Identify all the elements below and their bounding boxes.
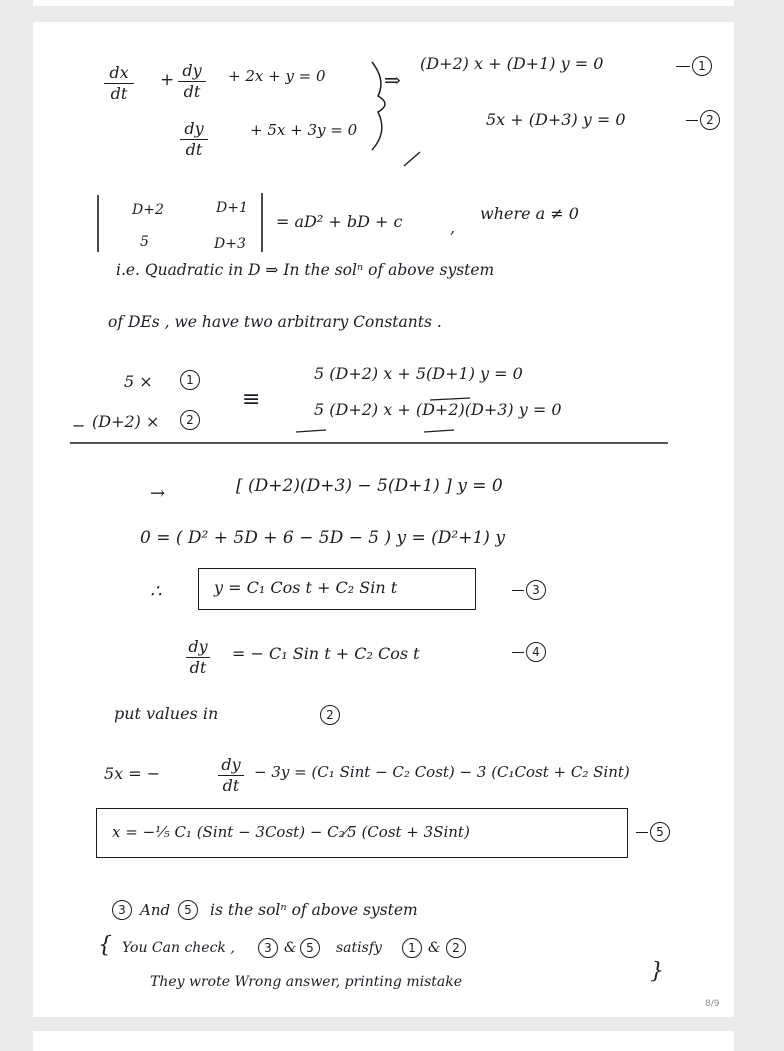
determinant-a11: D+2 [132,202,164,218]
equation-tag-3: 3 [112,900,132,920]
put-values-text: put values in [114,704,219,723]
minus-sign: − [72,416,86,435]
determinant-expansion: = aD² + bD + c [276,212,403,231]
equation-1-rest: + 2x + y = 0 [228,67,326,85]
cancel-mark [296,430,326,432]
tag-dash [512,652,524,653]
fraction-numerator: dy [188,637,208,656]
equation-tag-1: 1 [402,938,422,958]
remark-line-2: of DEs , we have two arbitrary Constants . [108,313,442,331]
remark-line-1: i.e. Quadratic in D ⇒ In the solⁿ of above system [116,261,495,279]
equation-tag-2: 2 [700,110,720,130]
fraction-dy-dt [186,638,210,677]
equation-tag-2: 2 [446,938,466,958]
fraction-denominator: dt [183,82,201,101]
eliminated-equation-2: 5 (D+2) x + (D+2)(D+3) y = 0 [314,400,562,419]
where-condition: where a ≠ 0 [480,204,579,223]
determinant-a12: D+1 [216,200,248,216]
equation-tag-5: 5 [650,822,670,842]
fraction-denominator: dt [222,776,240,795]
slash-mark [404,152,420,166]
operator-equation-2: 5x + (D+3) y = 0 [486,110,626,129]
eliminated-equation-1: 5 (D+2) x + 5(D+1) y = 0 [314,364,523,383]
determinant-a22: D+3 [214,236,246,252]
fraction-dy-dt [218,756,244,795]
five-x-equals: 5x = − [104,764,161,783]
fraction-numerator: dy [184,119,204,138]
fraction-numerator: dx [109,63,129,82]
determinant-a21: 5 [140,234,149,250]
equation-tag-1: 1 [692,56,712,76]
conclusion-satisfy: satisfy [336,940,382,956]
open-brace: { [98,933,112,958]
tag-dash [676,66,690,67]
five-x-expression: − 3y = (C₁ Sint − C₂ Cost) − 3 (C₁Cost + C₂ Sint) [254,763,630,781]
operator-equation-1: (D+2) x + (D+1) y = 0 [420,54,604,73]
equation-tag-3: 3 [258,938,278,958]
equation-tag-2: 2 [180,410,200,430]
therefore-sign: ∴ [150,581,162,602]
multiplier-2: (D+2) × [92,412,160,431]
equation-tag-5: 5 [300,938,320,958]
equation-2-rest: + 5x + 3y = 0 [250,121,358,139]
plus-sign: + [160,70,175,90]
comma: , [450,218,456,237]
tag-dash [686,120,698,121]
tag-dash [512,590,524,591]
equivalence-sign: ≡ [242,387,261,412]
cancel-mark [424,430,454,432]
combined-equation: [ (D+2)(D+3) − 5(D+1) ] y = 0 [236,476,503,496]
equation-tag-3: 3 [526,580,546,600]
fraction-denominator: dt [110,84,128,103]
fraction-numerator: dy [221,755,241,774]
ampersand: & [284,940,297,956]
equation-tag-1: 1 [180,370,200,390]
y-solution: y = C₁ Cos t + C₂ Sin t [214,578,398,597]
close-brace: } [650,959,664,984]
equation-tag-4: 4 [526,642,546,662]
conclusion-line-1: is the solⁿ of above system [210,901,418,919]
derivative-solution: = − C₁ Sin t + C₂ Cos t [232,644,420,663]
equation-tag-5: 5 [178,900,198,920]
equation-tag-2: 2 [320,705,340,725]
fraction-numerator: dy [182,61,202,80]
fraction-denominator: dt [189,658,207,677]
simplified-equation: 0 = ( D² + 5D + 6 − 5D − 5 ) y = (D²+1) y [140,528,505,548]
page-number: 8/9 [705,999,720,1009]
x-solution: x = −⅕ C₁ (Sint − 3Cost) − C₂⁄5 (Cost + 3Sint) [112,823,470,841]
tag-dash [636,832,648,833]
conclusion-line-2a: You Can check , [122,940,235,956]
conclusion-line-3: They wrote Wrong answer, printing mistake [150,974,463,990]
result-arrow: → [150,483,166,504]
fraction-denominator: dt [185,140,203,159]
multiplier-1: 5 × [124,372,153,391]
implies-arrow: ⇒ [384,68,401,92]
ampersand: & [428,940,441,956]
and-word: And [140,901,171,919]
